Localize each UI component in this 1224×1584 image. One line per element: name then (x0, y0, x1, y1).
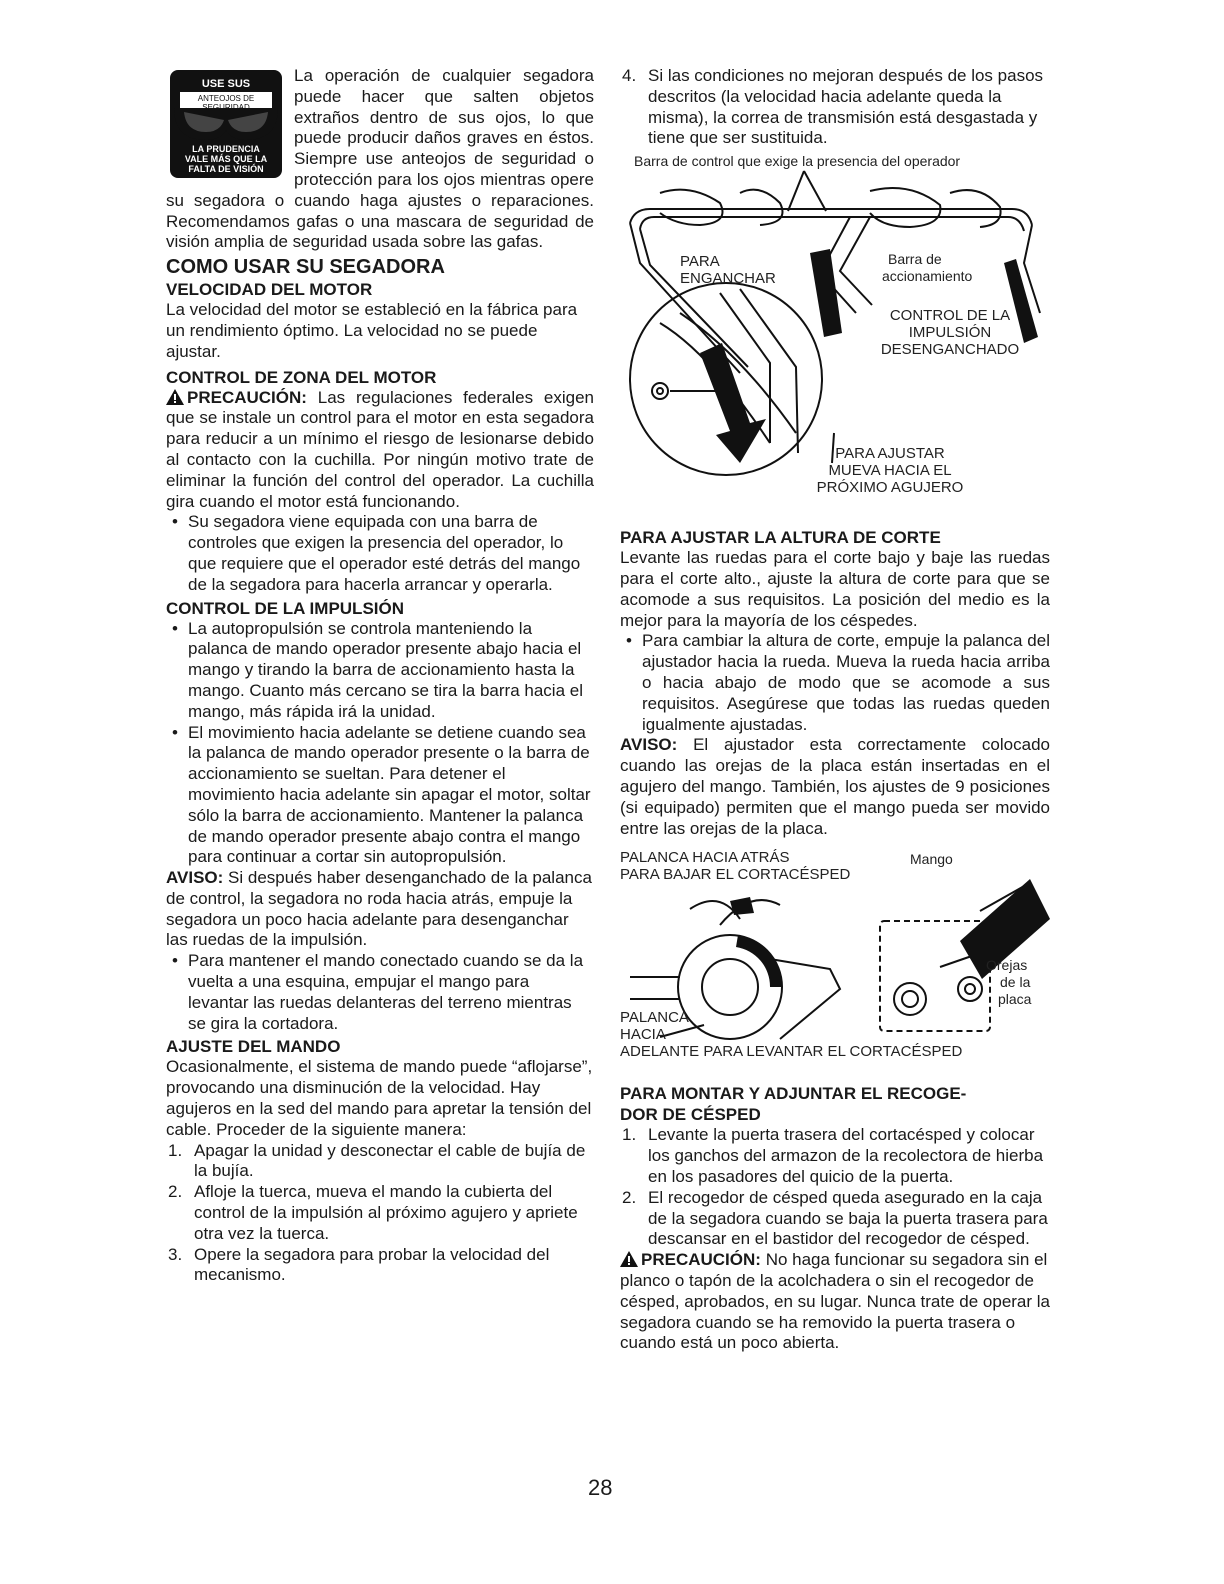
zone-bullet: • Su segadora viene equipada con una barra de controles que exigen la presencia del operador, lo que requiere que el operador esté detrás del mango de la segadora para hacerla arrancar y operarla. (166, 512, 594, 595)
heading-grass-catcher-1: PARA MONTAR Y ADJUNTAR EL RECOGE- (620, 1084, 967, 1104)
caution-label: PRECAUCIÓN: (620, 1250, 761, 1269)
height-bullet: • Para cambiar la altura de corte, empuje la palanca del ajustador hacia la rueda. Mueva la rueda hacia arriba o hacia abajo de modo que se acomode a sus requisitos. Asegúrese que todas las ruedas queden igualmente ajustadas. (620, 631, 1050, 735)
caution-label: PRECAUCIÓN: (166, 388, 307, 407)
aviso-label: AVISO: (166, 868, 224, 888)
badge-line-6: FALTA DE VISIÓN (188, 164, 264, 174)
label-adjust-2: MUEVA HACIA EL (828, 462, 952, 480)
label-drive-bar-1: Barra de (888, 251, 942, 268)
heading-engine-speed: VELOCIDAD DEL MOTOR (166, 280, 373, 300)
label-drive-bar-2: accionamiento (882, 268, 973, 285)
drive-bullet-3: • Para mantener el mando conectado cuando se da la vuelta a una esquina, empujar el mango para levantar las ruedas delanteras del terreno mientras se gira la cortadora. (166, 951, 594, 1034)
drive-bullet-2: • El movimiento hacia adelante se detiene cuando sea la palanca de mando operador presente o la barra de accionamiento se sueltan. Para detener el movimiento hacia adelante sin apagar el motor, soltar sólo la barra de accionamiento. Mantener la palanca de mando operador presente abajo contra el mango para continuar a cortar sin autopropulsión. (166, 723, 594, 869)
warning-icon (620, 1251, 638, 1267)
goggles-intro-text: La operación de cualquier segadora puede hacer que salten objetos extraños dentro de sus ojos, lo que puede producir daños graves en éstos. Siempre use anteojos de seguridad o protección para los ojos mientras opere su segadora o cuando haga ajustes o reparaciones. Recomendamos gafas o una mascara de seguridad de visión amplia de seguridad usada sobre las gafas. (166, 66, 594, 252)
step-item: 1. Levante la puerta trasera del cortacésped y colocar los ganchos del armazon de la recolectora de hierba en los pasadores del quicio de la puerta. (622, 1125, 1044, 1186)
label-lever-forward-3: ADELANTE PARA LEVANTAR EL CORTACÉSPED (620, 1043, 963, 1061)
label-ears-2: de la (1000, 974, 1031, 991)
badge-line-5: VALE MÁS QUE LA (184, 154, 268, 164)
engine-speed-text: La velocidad del motor se estableció en la fábrica para un rendimiento óptimo. La velocidad no se puede ajustar. (166, 300, 578, 361)
drive-bullet-1: • La autopropulsión se controla manteniendo la palanca de mando operador presente abajo hacia el mango y tirando la barra de accionamiento hasta la mango. Cuanto más cercano se tira la barra hacia el mango, más rápida irá la unidad. (166, 619, 594, 723)
label-lever-forward-2: HACIA (620, 1026, 666, 1044)
height-aviso-text: El ajustador esta correctamente colocado cuando las orejas de la placa están insertadas en el agujero del mango. También, los ajustes de 9 posiciones (si equipado) permiten que el mango pueda ser movido entre las orejas de la placa. (620, 735, 1050, 838)
label-handle: Mango (910, 851, 953, 868)
label-engage-2: ENGANCHAR (680, 270, 776, 288)
adjust-text: Ocasionalmente, el sistema de mando puede “aflojarse”, provocando una disminución de la velocidad. Hay agujeros en la sed del mando para apretar la tensión del cable. Proceder de la siguiente manera: (166, 1057, 593, 1139)
figure-height-adjuster (620, 849, 1050, 1075)
warning-icon (166, 389, 184, 405)
label-lever-forward-1: PALANCA (620, 1009, 689, 1027)
section-title-how-to-use: COMO USAR SU SEGADORA (166, 256, 445, 279)
height-text: Levante las ruedas para el corte bajo y baje las ruedas para el corte alto., ajuste la altura de corte para que se acomode a sus requisitos. La posición del medio es la mejor para la mayoría de los céspedes. (620, 548, 1050, 630)
right-column (620, 66, 1050, 1354)
safety-goggles-badge (166, 68, 286, 180)
drive-aviso-paragraph (166, 868, 594, 951)
heading-drive-control: CONTROL DE LA IMPULSIÓN (166, 598, 404, 618)
step-item: 2. Afloje la tuerca, mueva el mando la cubierta del control de la impulsión al próximo agujero y apriete otra vez la tuerca. (168, 1182, 578, 1243)
page-number: 28 (588, 1475, 613, 1500)
label-disengaged-1: CONTROL DE LA (889, 307, 1011, 325)
label-disengaged-2: IMPULSIÓN (908, 324, 992, 342)
heading-engine-zone-control: CONTROL DE ZONA DEL MOTOR (166, 367, 437, 387)
step-item: 4. Si las condiciones no mejoran después de los pasos descritos (la velocidad hacia adelante queda la misma), la correa de transmisión está desgastada y tiene que ser sustituida. (622, 66, 1044, 148)
label-lever-back-2: PARA BAJAR EL CORTACÉSPED (620, 866, 851, 884)
heading-grass-catcher-2: DOR DE CÉSPED (620, 1105, 761, 1125)
step-item: 1. Apagar la unidad y desconectar el cable de bujía de la bujía. (168, 1140, 586, 1181)
left-column (166, 66, 594, 1286)
badge-line-3: SEGURIDAD (202, 103, 250, 112)
zone-caution-text: Las regulaciones federales exigen que se instale un control para el motor en esta segadora para reducir a un mínimo el riesgo de lesionarse debido al contacto con la cuchilla. Por ningún motivo trate de eliminar la función del control del operador. La cuchilla gira cuando el motor está funcionando. (166, 387, 594, 511)
step-item: 2. El recogedor de césped queda asegurado en la caja de la segadora cuando se baja la puerta trasera para descansar en el bastidor del recogedor de césped. (622, 1187, 1048, 1249)
drive-aviso-text: Si después haber desenganchado de la palanca de control, la segadora no roda hacia atrás, empuje la segadora un poco hacia adelante para desenganchar las ruedas de la impulsión. (166, 868, 592, 950)
label-adjust-1: PARA AJUSTAR (835, 445, 945, 463)
bag-caution-paragraph (620, 1250, 1050, 1354)
figure-caption: Barra de control que exige la presencia del operador (634, 153, 961, 170)
heading-drive-adjustment: AJUSTE DEL MANDO (166, 1037, 341, 1057)
label-ears-1: Orejas (986, 957, 1028, 974)
label-disengaged-3: DESENGANCHADO (880, 341, 1020, 359)
heading-cutting-height: PARA AJUSTAR LA ALTURA DE CORTE (620, 528, 941, 548)
figure-control-bar (620, 153, 1050, 527)
badge-line-4: LA PRUDENCIA (192, 144, 260, 154)
step-item: 3. Opere la segadora para probar la velocidad del mecanismo. (168, 1244, 550, 1285)
zone-caution-paragraph (166, 388, 594, 513)
height-aviso-paragraph (620, 735, 1050, 839)
label-adjust-3: PRÓXIMO AGUJERO (816, 479, 964, 497)
aviso-label: AVISO: (620, 735, 678, 755)
label-engage-1: PARA (680, 253, 720, 271)
label-ears-3: placa (998, 991, 1032, 1008)
bag-caution-text: No haga funcionar su segadora sin el planco o tapón de la acolchadera o sin el recogedor de césped, aprobados, en su lugar. Nunca trate de operar la segadora cuando se ha removido la puerta trasera o cuando está un poco abierta. (620, 1250, 1051, 1353)
badge-line-2: ANTEOJOS DE (197, 94, 255, 103)
badge-line-1: USE SUS (201, 78, 251, 90)
label-lever-back-1: PALANCA HACIA ATRÁS (620, 849, 790, 867)
